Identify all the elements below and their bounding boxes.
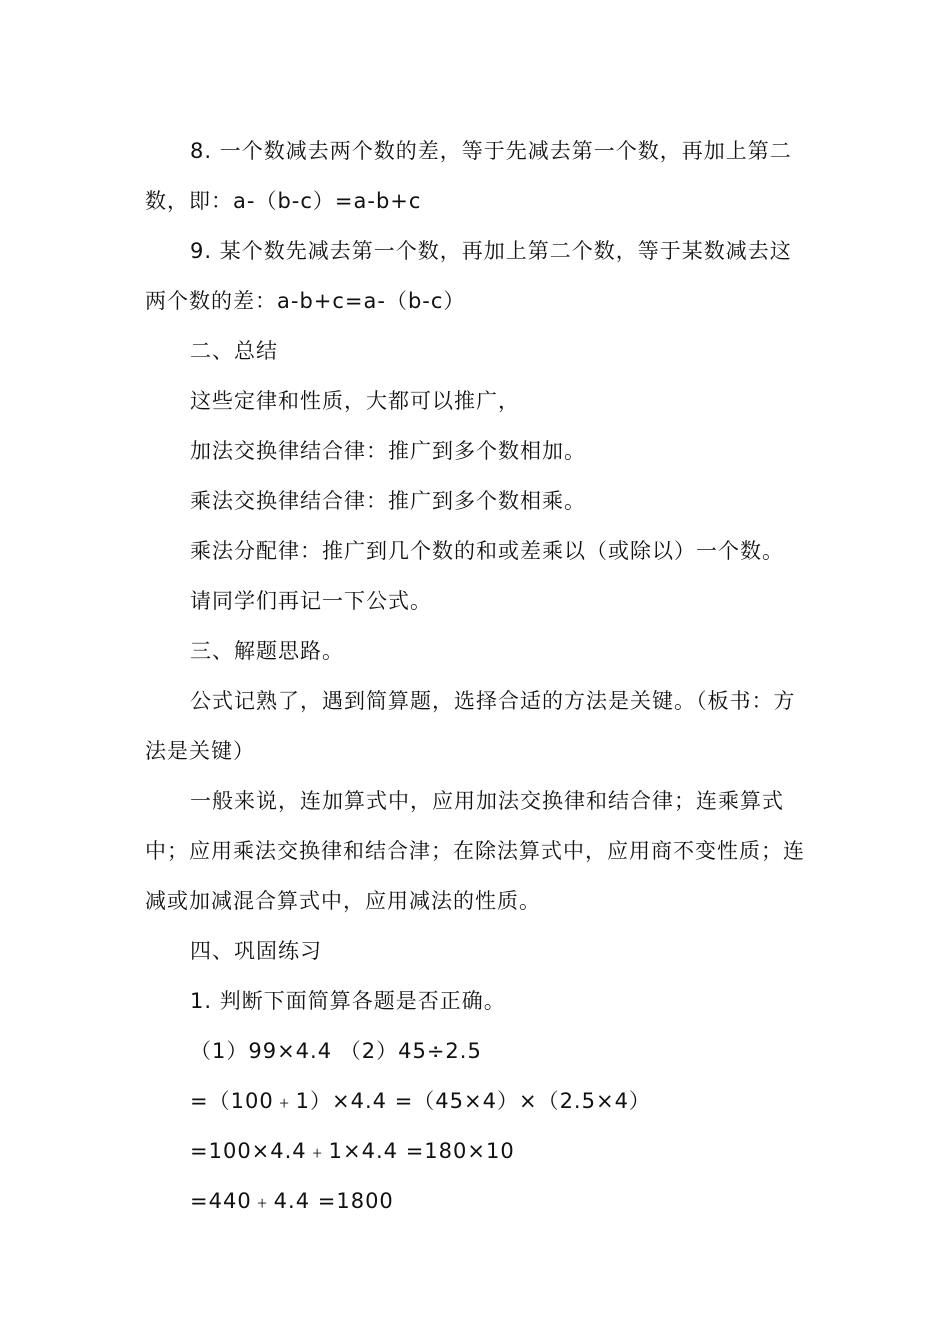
practice-step-3: =440﹢4.4 =1800 [190,1189,394,1213]
practice-1: 1. 判断下面简算各题是否正确。 [190,989,506,1013]
summary-distributive: 乘法分配律：推广到几个数的和或差乘以（或除以）一个数。 [190,539,784,563]
heading-approach: 三、解题思路。 [190,639,344,663]
rule-8: 8. 一个数减去两个数的差，等于先减去第一个数，再加上第二数，即：a-（b-c）=a-b+c [145,139,792,213]
heading-practice: 四、巩固练习 [190,939,322,963]
summary-remember: 请同学们再记一下公式。 [190,589,432,613]
summary-addition: 加法交换律结合律：推广到多个数相加。 [190,439,586,463]
document-body [145,126,810,1226]
practice-problems: （1）99×4.4 （2）45÷2.5 [190,1039,482,1063]
rule-9: 9. 某个数先减去第一个数，再加上第二个数，等于某数减去这两个数的差：a-b+c=a-（b-c） [145,239,792,313]
approach-detail: 一般来说，连加算式中，应用加法交换律和结合律；连乘算式中；应用乘法交换律和结合津；在除法算式中，应用商不变性质；连减或加减混合算式中，应用减法的性质。 [145,789,805,913]
heading-summary: 二、总结 [190,339,278,363]
summary-multiplication: 乘法交换律结合律：推广到多个数相乘。 [190,489,586,513]
summary-intro: 这些定律和性质，大都可以推广， [190,389,520,413]
practice-step-2: =100×4.4﹢1×4.4 =180×10 [190,1139,515,1163]
approach-key: 公式记熟了，遇到简算题，选择合适的方法是关键。（板书：方法是关键） [145,689,796,763]
practice-step-1: =（100﹢1）×4.4 =（45×4）×（2.5×4） [190,1089,651,1113]
